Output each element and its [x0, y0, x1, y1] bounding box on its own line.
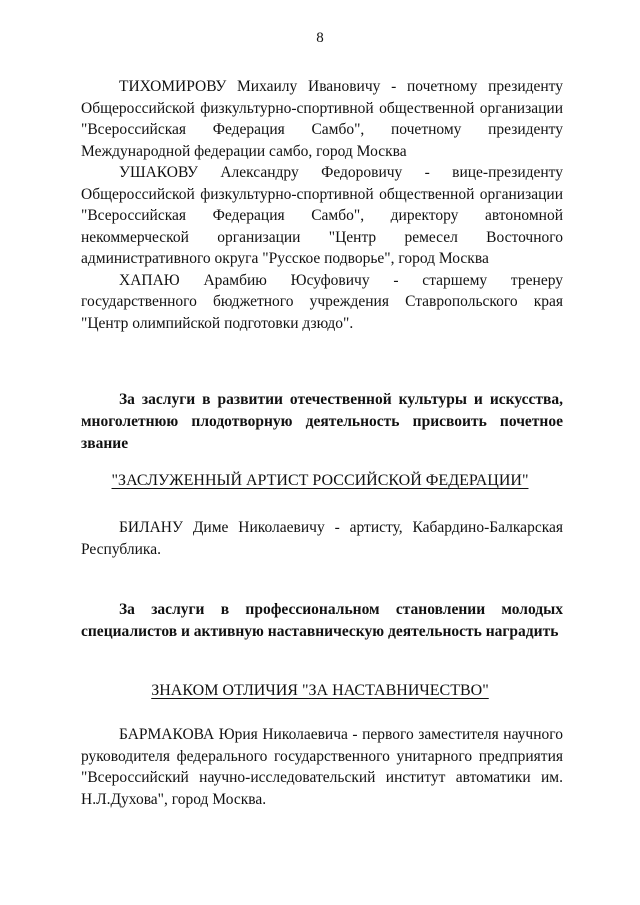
mentorship-badge-heading: ЗНАКОМ ОТЛИЧИЯ "ЗА НАСТАВНИЧЕСТВО" [151, 682, 489, 699]
awardee-barmakov: БАРМАКОВА Юрия Николаевича - первого заместителя научного руководителя федерального государственного унитарного предприятия "Всероссийский научно-исследовательский институт автоматики им. Н.Л.Духова", город Москва. [81, 726, 563, 808]
awardee-list-1 [81, 76, 563, 334]
mentor-decree-intro-block [81, 599, 563, 643]
mentor-decree-intro: За заслуги в профессиональном становлении молодых специалистов и активную наставническую деятельность наградить [81, 601, 563, 640]
page-number: 8 [316, 30, 324, 46]
honorary-title-heading: "ЗАСЛУЖЕННЫЙ АРТИСТ РОССИЙСКОЙ ФЕДЕРАЦИИ" [111, 472, 529, 489]
awardee-ushakov: УШАКОВУ Александру Федоровичу - вице-президенту Общероссийской физкультурно-спортивной общественной организации "Всероссийская Федерация Самбо", директору автономной некоммерческой организации "Центр ремесел Восточного административного округа "Русское подворье", город Москва [81, 164, 563, 267]
awardee-tikhomirov: ТИХОМИРОВУ Михаилу Ивановичу - почетному президенту Общероссийской физкультурно-спортивной общественной организации "Всероссийская Федерация Самбо", почетному президенту Международной федерации самбо, город Москва [81, 78, 563, 160]
culture-decree-intro: За заслуги в развитии отечественной культуры и искусства, многолетнюю плодотворную деятельность присвоить почетное звание [81, 391, 563, 452]
culture-decree-intro-block [81, 389, 563, 455]
culture-awardee-block [81, 517, 563, 560]
awardee-khapay: ХАПАЮ Арамбию Юсуфовичу - старшему тренеру государственного бюджетного учреждения Ставропольского края "Центр олимпийской подготовки дзюдо". [81, 271, 563, 332]
mentor-awardee-block [81, 724, 563, 810]
awardee-bilanu: БИЛАНУ Диме Николаевичу - артисту, Кабардино-Балкарская Республика. [81, 519, 563, 558]
